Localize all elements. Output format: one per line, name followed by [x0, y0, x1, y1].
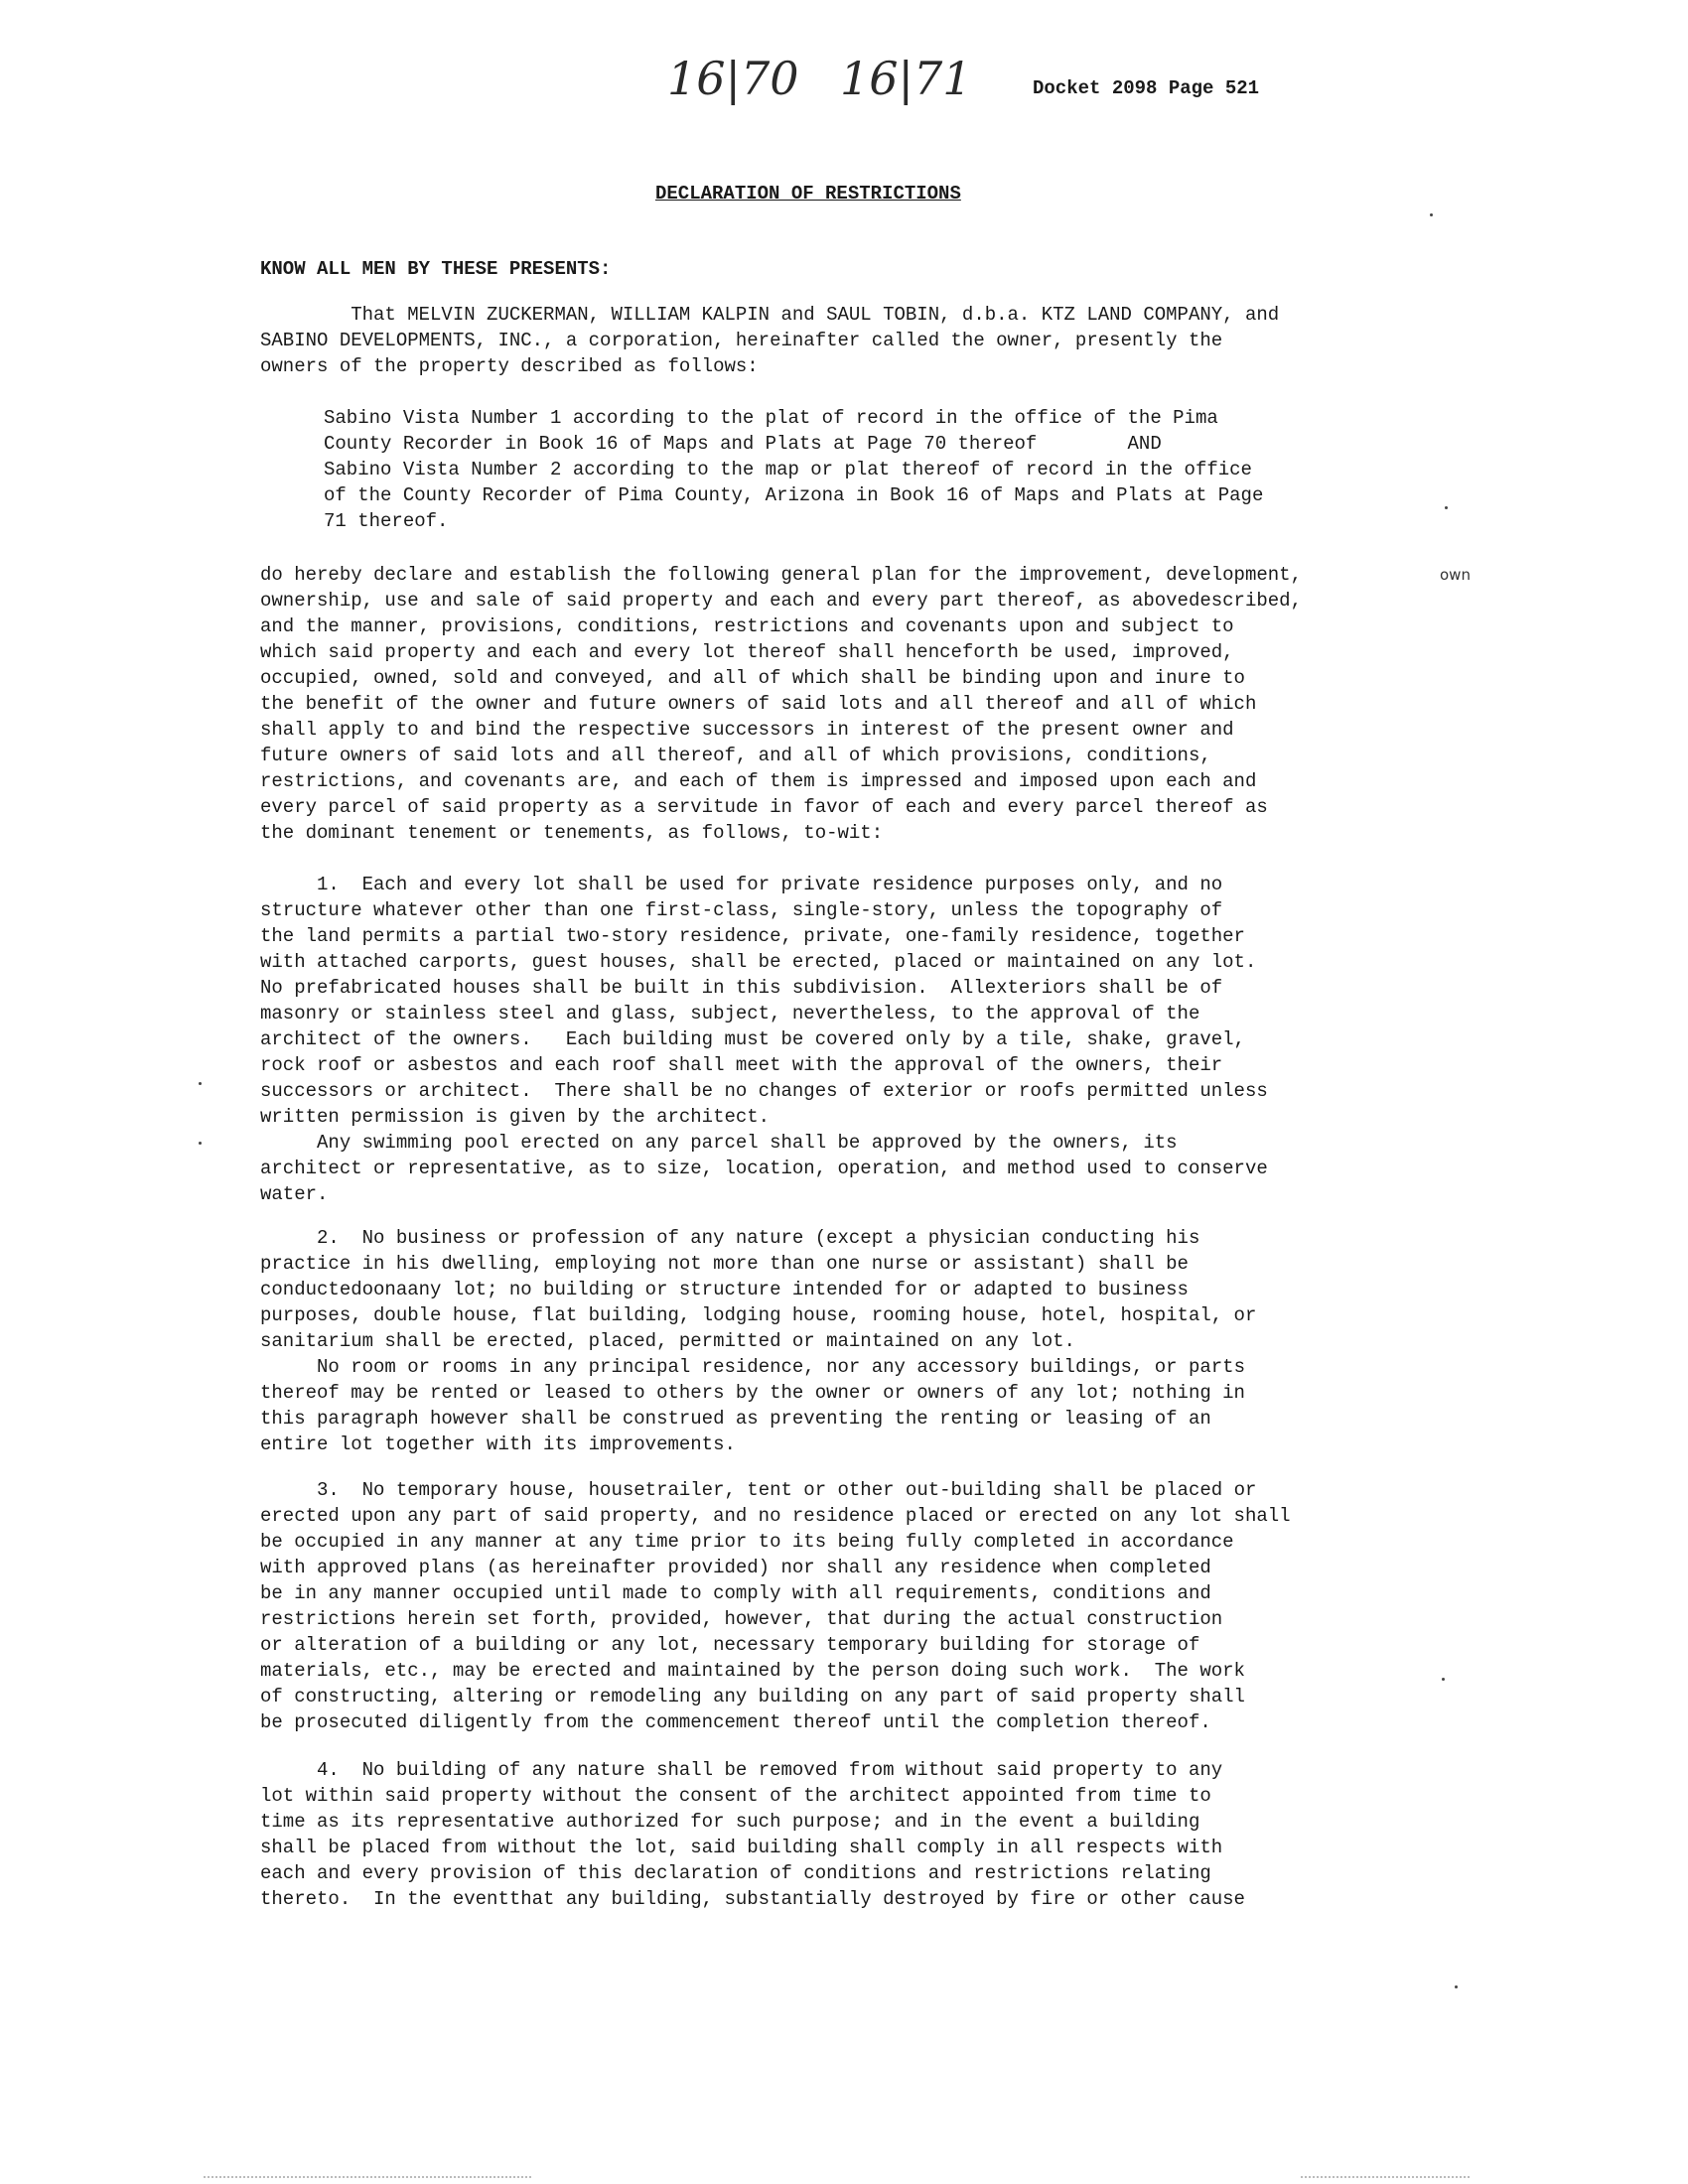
page-title: DECLARATION OF RESTRICTIONS	[655, 183, 961, 205]
scan-speck	[1445, 506, 1448, 509]
section-1: 1. Each and every lot shall be used for private residence purposes only, and no structure whatever other than one first-class, single-story, unless the topography of the land permits a partial two-story residence, private, one-family residence, together with attached carports, guest houses, shall be erected, placed or maintained on any lot. No prefabricated houses shall be built in this subdivision. Allexteriors shall be of masonry or stainless steel and glass, subject, nevertheless, to the approval of the architect of the owners. Each building must be covered only by a tile, shake, gravel, rock roof or asbestos and each roof shall meet with the approval of the owners, their successors or architect. There shall be no changes of exterior or roofs permitted unless written permission is given by the architect. Any swimming pool erected on any parcel shall be approved by the owners, its architect or representative, as to size, location, operation, and method used to conserve water.	[260, 874, 1268, 1205]
property-description: Sabino Vista Number 1 according to the plat of record in the office of the Pima County Recorder in Book 16 of Maps and Plats at Page 70 thereof AND Sabino Vista Number 2 according to the map or plat thereof of record in the office of the County Recorder of Pima County, Arizona in Book 16 of Maps and Plats at Page 71 thereof.	[324, 407, 1264, 532]
handwritten-plat-ref-1: 16|70	[667, 52, 799, 105]
scan-speck	[199, 1082, 202, 1085]
scan-edge-line	[204, 2176, 531, 2178]
scan-speck	[1442, 1678, 1445, 1681]
section-4: 4. No building of any nature shall be removed from without said property to any lot within said property without the consent of the architect appointed from time to time as its representative authorized for such purpose; and in the event a building shall be placed from without the lot, said building shall comply in all respects with each and every provision of this declaration of conditions and restrictions relating thereto. In the eventthat any building, substantially destroyed by fire or other cause	[260, 1759, 1245, 1910]
docket-reference: Docket 2098 Page 521	[1033, 77, 1260, 99]
scan-speck	[199, 1142, 202, 1145]
margin-note: own	[1440, 566, 1471, 584]
scan-edge-line	[1301, 2176, 1470, 2178]
scan-speck	[1430, 213, 1433, 216]
section-3: 3. No temporary house, housetrailer, tent or other out-building shall be placed or erected upon any part of said property, and no residence placed or erected on any lot shall be occupied in any manner at any time prior to its being fully completed in accordance with approved plans (as hereinafter provided) nor shall any residence when completed be in any manner occupied until made to comply with all requirements, conditions and restrictions herein set forth, provided, however, that during the actual construction or alteration of a building or any lot, necessary temporary building for storage of materials, etc., may be erected and maintained by the person doing such work. The work of constructing, altering or remodeling any building on any part of said property shall be prosecuted diligently from the commencement thereof until the completion thereof.	[260, 1479, 1291, 1733]
section-2: 2. No business or profession of any nature (except a physician conducting his practice in his dwelling, employing not more than one nurse or assistant) shall be conductedoonaany lot; no building or structure intended for or adapted to business purposes, double house, flat building, lodging house, rooming house, hotel, hospital, or sanitarium shall be erected, placed, permitted or maintained on any lot. No room or rooms in any principal residence, nor any accessory buildings, or parts thereof may be rented or leased to others by the owner or owners of any lot; nothing in this paragraph however shall be construed as preventing the renting or leasing of an entire lot together with its improvements.	[260, 1227, 1257, 1455]
handwritten-plat-ref-2: 16|71	[840, 52, 972, 105]
scan-speck	[1455, 1985, 1458, 1988]
declaration-paragraph: do hereby declare and establish the following general plan for the improvement, development, ownership, use and sale of said property and each and every part thereof, as abovedescribed, and the manner, provisions, conditions, restrictions and covenants upon and subject to which said property and each and every lot thereof shall henceforth be used, improved, occupied, owned, sold and conveyed, and all of which shall be binding upon and inure to the benefit of the owner and future owners of said lots and all thereof and all of which shall apply to and bind the respective successors in interest of the present owner and future owners of said lots and all thereof, and all of which provisions, conditions, restrictions, and covenants are, and each of them is impressed and imposed upon each and every parcel of said property as a servitude in favor of each and every parcel thereof as the dominant tenement or tenements, as follows, to-wit:	[260, 564, 1302, 844]
salutation: KNOW ALL MEN BY THESE PRESENTS:	[260, 258, 612, 280]
intro-paragraph: That MELVIN ZUCKERMAN, WILLIAM KALPIN and SAUL TOBIN, d.b.a. KTZ LAND COMPANY, and SABINO DEVELOPMENTS, INC., a corporation, hereinafter called the owner, presently the owners of the property described as follows:	[260, 304, 1280, 377]
